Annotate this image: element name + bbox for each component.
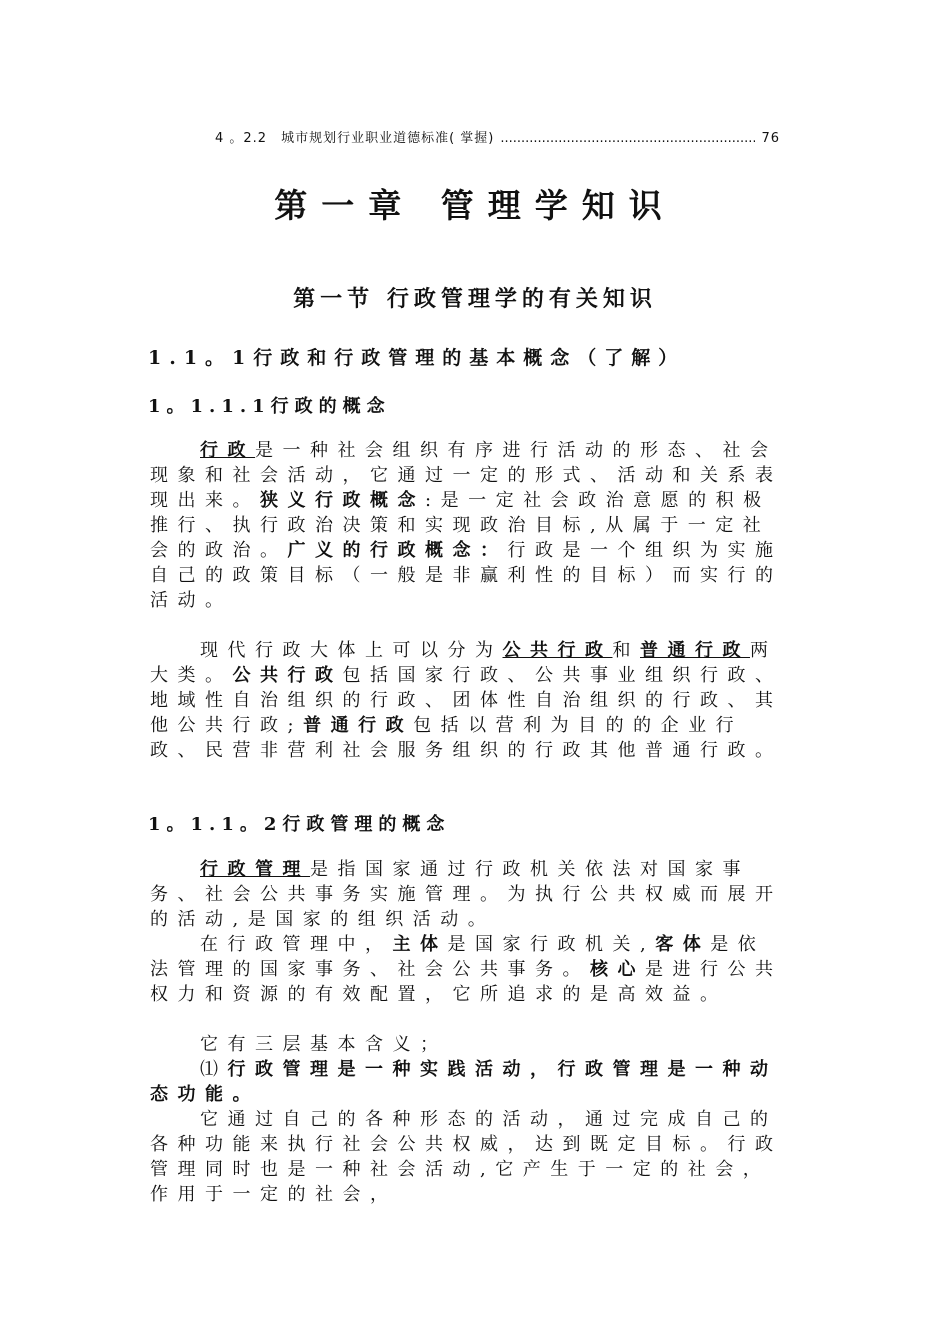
section-title: 第一节 行政管理学的有关知识 [293, 287, 657, 312]
paragraph-admin-concept [150, 438, 790, 613]
term-subject: 主体 [392, 934, 448, 955]
text-span: 它有三层基本含义； [200, 1034, 448, 1055]
toc-leader-dots [500, 131, 755, 146]
text-span: 两大类。 [150, 640, 778, 686]
heading-1-1-1-1: 1。1.1.1行政的概念 [148, 396, 391, 417]
term-broad-admin: 广义的行政概念： [287, 540, 508, 561]
toc-page-number: 76 [761, 131, 780, 146]
paragraph-admin-types [150, 638, 790, 763]
heading-1-1-1: 1.1。1行政和行政管理的基本概念（了解） [148, 347, 686, 369]
term-narrow-admin: 狭义行政概念 [260, 490, 425, 511]
text-span: 和 [612, 640, 640, 661]
term-admin: 行政 [200, 440, 255, 461]
chapter-title: 第一章 管理学知识 [274, 186, 676, 225]
toc-entry[interactable] [215, 127, 780, 146]
text-span: 是一种社会组织有序进行活动的形态、社会现象和社会活动，它通过一定的形式、活动和关系表现出来。 [150, 440, 783, 511]
term-public-admin-bold: 公共行政 [232, 665, 343, 686]
paragraph-meaning-1 [150, 1057, 790, 1107]
term-object: 客体 [655, 934, 711, 955]
paragraph-subject-object [150, 932, 790, 1007]
heading-1-1-1-2: 1。1.1。2行政管理的概念 [148, 814, 451, 835]
text-span: 是国家行政机关, [447, 934, 656, 955]
text-span: 包括以营利为目的的企业行政、民营非营利社会服务组织的行政其他普通行政。 [150, 715, 783, 761]
meaning-1-statement: 行政管理是一种实践活动，行政管理是一种动态功能。 [150, 1059, 778, 1105]
paragraph-meaning-1-body [150, 1107, 790, 1207]
term-public-admin: 公共行政 [502, 640, 613, 661]
text-span: 包括国家行政、公共事业组织行政、地域性自治组织的行政、团体性自治组织的行政、其他公共行政; [150, 665, 783, 736]
list-marker: ⑴ [200, 1059, 228, 1080]
paragraph-three-meanings [150, 1032, 790, 1057]
text-span: 行政是一个组织为实施自己的政策目标（一般是非赢利性的目标）而实行的活动。 [150, 540, 783, 611]
term-general-admin-bold: 普通行政 [303, 715, 414, 736]
term-admin-mgmt: 行政管理 [200, 859, 310, 880]
text-span: 是指国家通过行政机关依法对国家事务、社会公共事务实施管理。为执行公共权威而展开的活动,是国家的组织活动。 [150, 859, 783, 930]
text-span: 是依法管理的国家事务、社会公共事务。 [150, 934, 766, 980]
term-general-admin: 普通行政 [640, 640, 750, 661]
text-span: 现代行政大体上可以分为 [200, 640, 503, 661]
text-span: 是进行公共权力和资源的有效配置，它所追求的是高效益。 [150, 959, 783, 1005]
text-span: :是一定社会政治意愿的积极推行、执行政治决策和实现政治目标,从属于一定社会的政治。 [150, 490, 771, 561]
term-core: 核心 [590, 959, 645, 980]
text-span: 它通过自己的各种形态的活动，通过完成自己的各种功能来执行社会公共权威，达到既定目标。行政管理同时也是一种社会活动,它产生于一定的社会，作用于一定的社会， [150, 1109, 783, 1205]
paragraph-admin-mgmt-concept [150, 857, 790, 932]
text-span: 在行政管理中， [200, 934, 393, 955]
toc-entry-title: 4 。2.2 城市规划行业职业道德标准( 掌握) [215, 131, 495, 146]
